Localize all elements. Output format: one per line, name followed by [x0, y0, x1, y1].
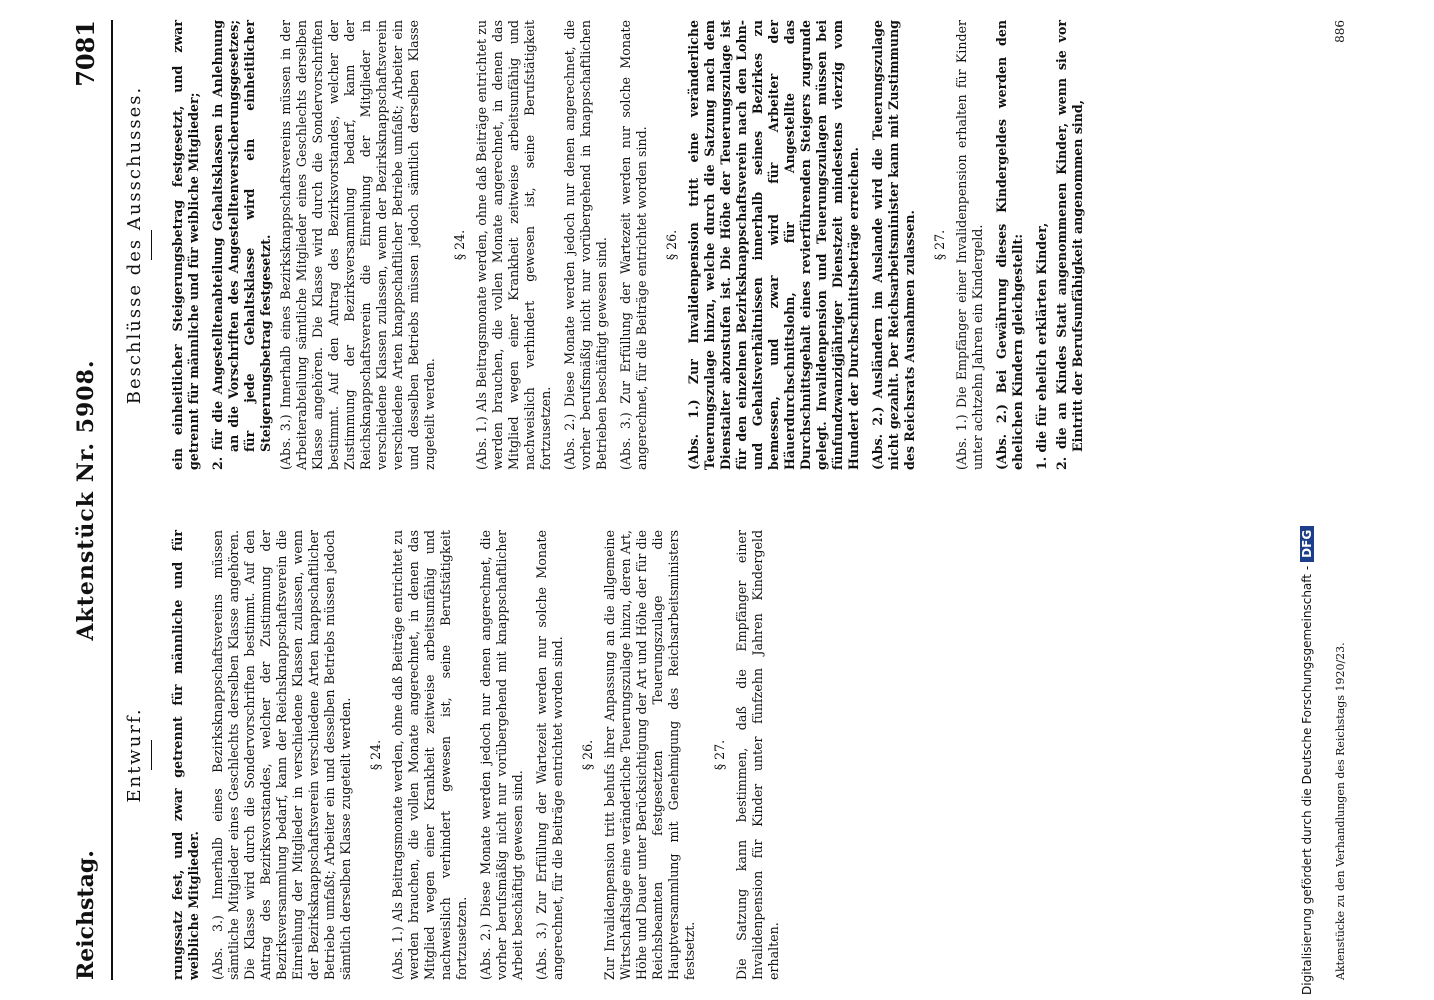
left-section-27: § 27. [712, 739, 727, 771]
left-s24-abs3: (Abs. 3.) Zur Erfüllung der Wartezeit werden nur solche Monate angerechnet, für die Beiträge entrichtet worden sind. [534, 530, 565, 980]
right-s26-abs1: (Abs. 1.) Zur Invalidenpension tritt eine veränderliche Teuerungszulage hinzu, welche durch die Satzung nach dem Dienstalter abzustufen ist. Die Höhe der Teuerungszulage ist für den einzelnen Bezirksknappschaftsverein nach den Lohn- und Gehaltsverhältnissen innerhalb seines Bezirkes zu bemessen, und zwar wird für Arbeiter der Häuerdurchschnittslohn, für Angestellte das Durchschnittsgehalt eines revierführenden Steigers zugrunde gelegt. Invalidenpension und Teuerungszulagen müssen bei fünfundzwanzigjähriger Dienstzeit mindestens vierzig vom Hundert der Durchschnittsbeträge erreichen. [686, 20, 861, 470]
right-abs3: (Abs. 3.) Innerhalb eines Bezirksknappschaftsvereins müssen in der Arbeiterabteilung sämtliche Mitglieder eines Geschlechts derselben Klasse angehören. Die Klasse wird durch die Sondervorschriften bestimmt. Auf den Antrag des Bezirksvorstandes, welcher der Zustimmung der Bezirksversammlung bedarf, kann der Reichsknappschaftsverein die Einreihung der Mitglieder in verschiedene Klassen zulassen, wenn der Bezirksknappschaftsverein verschiedene Arten knappschaftlicher Betriebe umfaßt; Arbeiter ein und desselben Betriebs müssen jedoch sämtlich derselben Klasse zugeteilt werden. [278, 20, 437, 470]
right-section-26: § 26. [664, 229, 679, 261]
column-title-entwurf: Entwurf. [124, 707, 145, 803]
digitization-text: Digitalisierung gefördert durch die Deutsche Forschungsgemeinschaft - [1300, 565, 1314, 995]
right-s24-abs1: (Abs. 1.) Als Beitragsmonate werden, ohne daß Beiträge entrichtet zu werden brauchen, die vollen Monate angerechnet, in denen das Mitglied wegen einer Krankheit zeitweise arbeitsunfähig und nachweislich verhindert gewesen ist, seine Berufstätigkeit fortzusetzen. [474, 20, 553, 470]
digitization-note [1300, 5, 1324, 995]
header-rule [111, 20, 113, 980]
left-s24-abs1: (Abs. 1.) Als Beitragsmonate werden, ohne daß Beiträge entrichtet zu werden brauchen, die vollen Monate angerechnet, in denen das Mitglied wegen einer Krankheit zeitweise arbeitsunfähig und nachweislich verhindert gewesen ist, seine Berufstätigkeit fortzusetzen. [390, 530, 469, 980]
footer-note: Aktenstücke zu den Verhandlungen des Reichstags 1920/23. [1334, 642, 1347, 980]
left-section-24: § 24. [368, 739, 383, 771]
right-s27-item-1: 1. die für ehelich erklärten Kinder, [1034, 222, 1049, 470]
right-item-2: 2. für die Angestelltenabteilung Gehaltsklassen in Anlehnung an die Vorschriften des Angestelltenversicherungsgesetzes; für jede Gehaltsklasse wird ein einheitlicher Steigerungsbetrag festgesetzt. [210, 20, 273, 470]
right-s27-abs1: (Abs. 1.) Die Empfänger einer Invalidenpension erhalten für Kinder unter achtzehn Jahren ein Kindergeld. [954, 20, 985, 470]
right-s24-abs2: (Abs. 2.) Diese Monate werden jedoch nur denen angerechnet, die vorher berufsmäßig nicht nur vorübergehend in knappschaftlichen Betrieben beschäftigt gewesen sind. [562, 20, 609, 470]
column-entwurf [124, 530, 1307, 980]
header-reichstag: Reichstag. [73, 850, 99, 980]
column-beschluesse [124, 20, 1307, 470]
right-section-27: § 27. [932, 229, 947, 261]
left-section-26: § 26. [580, 739, 595, 771]
column-title-beschluesse: Beschlüsse des Ausschusses. [124, 85, 145, 405]
left-s26-text: Zur Invalidenpension tritt behufs ihrer Anpassung an die allgemeine Wirtschaftslage eine veränderliche Teuerungszulage hinzu, deren Art, Höhe und Dauer unter Berücksichtigung der Art und Höhe der für die Reichsbeamten festgesetzten Teuerungszulage die Hauptversammlung mit Genehmigung des Reichsarbeitsministers festsetzt. [602, 530, 697, 980]
left-s24-abs2: (Abs. 2.) Diese Monate werden jedoch nur denen angerechnet, die vorher berufsmäßig nicht nur vorübergehend mit knappschaftlicher Arbeit beschäftigt gewesen sind. [478, 530, 525, 980]
right-s26-abs2: (Abs. 2.) Ausländern im Auslande wird die Teuerungszulage nicht gezahlt. Der Reichsarbeitsminister kann mit Zustimmung des Reichsrats Ausnahmen zulassen. [870, 20, 917, 470]
left-abs3: (Abs. 3.) Innerhalb eines Bezirksknappschaftsvereins müssen sämtliche Mitglieder eines Geschlechts derselben Klasse angehören. Die Klasse wird durch die Sondervorschriften bestimmt. Auf den Antrag des Bezirksvorstandes, welcher der Zustimmung der Bezirksversammlung bedarf, kann der Reichsknappschaftsverein die Einreihung der Mitglieder in verschiedene Klassen zulassen, wenn der Bezirksknappschaftsverein verschiedene Arten knappschaftlicher Betriebe umfaßt; Arbeiter ein und desselben Betriebs müssen jedoch sämtlich derselben Klasse zugeteilt werden. [210, 530, 353, 980]
footer-page-number: 886 [1333, 20, 1347, 43]
dfg-logo: DFG [1300, 526, 1314, 562]
right-s27-item-2: 2. die an Kindes Statt angenommenen Kinder, wenn sie vor Eintritt der Berufsunfähigkeit angenommen sind, [1054, 20, 1085, 470]
right-section-24: § 24. [452, 229, 467, 261]
right-s27-abs2: (Abs. 2.) Bei Gewährung dieses Kindergeldes werden den ehelichen Kindern gleichgestellt: [994, 20, 1025, 470]
document-page [67, 20, 1367, 980]
right-intro: ein einheitlicher Steigerungsbetrag festgesetzt, und zwar getrennt für männliche und für weibliche Mitglieder; [170, 20, 201, 470]
header-aktenstueck: Aktenstück Nr. 5908. [73, 359, 99, 641]
right-s24-abs3: (Abs. 3.) Zur Erfüllung der Wartezeit werden nur solche Monate angerechnet, für die Beiträge entrichtet worden sind. [618, 20, 649, 470]
header-page-number: 7081 [71, 20, 100, 87]
title-divider [151, 230, 152, 260]
left-intro: rungssatz fest, und zwar getrennt für männliche und für weibliche Mitglieder. [170, 530, 201, 980]
page-header [67, 20, 107, 980]
title-divider [151, 740, 152, 770]
left-s27-text: Die Satzung kann bestimmen, daß die Empfänger einer Invalidenpension für Kinder unter fünfzehn Jahren Kindergeld erhalten. [734, 530, 781, 980]
